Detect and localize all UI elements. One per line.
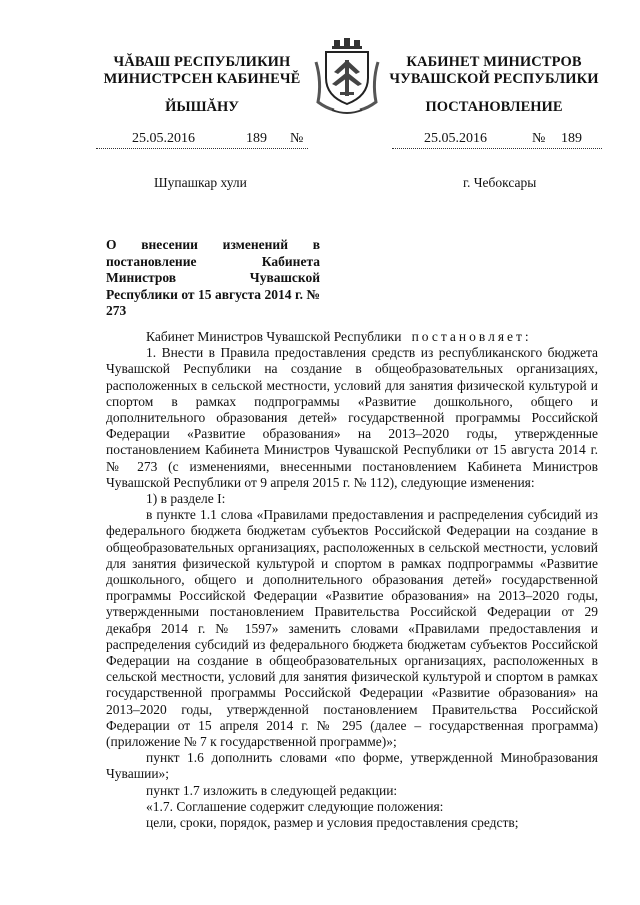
registration-number-sign-right: №: [532, 131, 546, 146]
header-left-line2: МИНИСТРСЕН КАБИНЕЧĔ: [103, 71, 301, 87]
paragraph-1: 1. Внести в Правила предоставления средств из республиканского бюджета Чувашской Республики на создание в общеобразовательных организациях, расположенных в сельской местности, условий для занятия физической культурой и спортом в рамках подпрограммы «Развитие дошкольного, общего и дополнительного образования детей» государственной программы Российской Федерации «Развитие образования» на 2013–2020 годы, утвержденные постановлением Кабинета Министров Чувашской Республики от 15 августа 2014 г. № 273 (с изменениями, внесенными постановлением Кабинета Министров Чувашской Республики от 9 апреля 2015 г. № 112), следующие изменения:: [106, 345, 598, 490]
header-right-title: [386, 54, 602, 88]
header-left-title: [96, 54, 308, 88]
registration-number-right: 189: [561, 131, 582, 146]
paragraph-2: 1) в разделе I:: [146, 491, 226, 507]
header-right-line1: КАБИНЕТ МИНИСТРОВ: [406, 54, 582, 70]
header-left-line1: ЧĂВАШ РЕСПУБЛИКИН: [113, 54, 291, 70]
registration-number-left: 189: [246, 131, 267, 146]
doctype-left: ЙЫШĂНУ: [165, 99, 239, 115]
place-left: Шупашкар хули: [154, 175, 247, 190]
registration-date-right: 25.05.2016: [424, 131, 487, 146]
registration-date-left: 25.05.2016: [132, 131, 195, 146]
emblem-icon: [312, 38, 382, 116]
intro-prefix: Кабинет Министров Чувашской Республики: [146, 329, 402, 344]
registration-line-right: [392, 148, 602, 149]
registration-line-left: [96, 148, 308, 149]
paragraph-4: пункт 1.6 дополнить словами «по форме, утвержденной Минобразования Чувашии»;: [106, 750, 598, 782]
intro-verb: постановляет:: [411, 329, 532, 344]
intro-paragraph: [106, 329, 598, 345]
doctype-right: ПОСТАНОВЛЕНИЕ: [425, 99, 563, 115]
document-title: О внесении изменений в постановление Кабинета Министров Чувашской Республики от 15 августа 2014 г. № 273: [106, 237, 320, 318]
place-right: г. Чебоксары: [463, 175, 537, 190]
document-body: [106, 329, 598, 831]
coat-of-arms-emblem: [312, 38, 382, 116]
paragraph-7: цели, сроки, порядок, размер и условия предоставления средств;: [146, 815, 519, 831]
paragraph-5: пункт 1.7 изложить в следующей редакции:: [146, 782, 398, 798]
paragraph-3: в пункте 1.1 слова «Правилами предоставления и распределения субсидий из федерального бюджета бюджетам субъектов Российской Федерации на создание в общеобразовательных организациях, расположенных в сельской местности, условий для занятия физической культурой и спортом в рамках подпрограммы «Развитие дошкольного, общего и дополнительного образования детей» государственной программы Российской Федерации «Развитие образования» на 2013–2020 годы, утвержденными постановлением Правительства Российской Федерации от 29 декабря 2014 г. № 1597» заменить словами «Правилами предоставления и распределения субсидий из федерального бюджета бюджетам субъектов Российской Федерации на создание в общеобразовательных организациях, расположенных в сельской местности, условий для занятия физической культурой и спортом в рамках государственной программы Российской Федерации «Развитие образования» на 2013–2020 годы, утвержденной постановлением Правительства Российской Федерации от 15 апреля 2014 г. № 295 (далее – государственная программа) (приложение № 7 к государственной программе)»;: [106, 507, 598, 750]
header-right-line2: ЧУВАШСКОЙ РЕСПУБЛИКИ: [389, 71, 599, 87]
registration-number-sign-left: №: [290, 131, 304, 146]
paragraph-6: «1.7. Соглашение содержит следующие положения:: [146, 798, 444, 814]
